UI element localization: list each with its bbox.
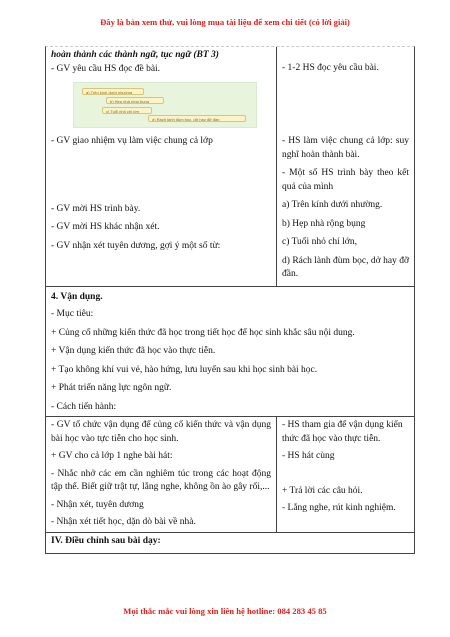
student-step: - HS hát cùng xyxy=(282,451,335,461)
figure-item: d) Rách lành đùm bọc, dở hay đỡ đần xyxy=(148,115,246,122)
teacher-step: - GV giao nhiệm vụ làm việc chung cả lớp xyxy=(51,136,213,146)
student-step: - HS làm việc chung cả lớp: suy nghĩ hoàn thành bài. xyxy=(282,136,409,160)
teacher-step: - GV mời HS khác nhận xét. xyxy=(51,222,160,232)
teacher-column xyxy=(46,47,277,130)
exercise-image xyxy=(73,82,257,128)
student-step: d) Rách lành đùm bọc, dở hay đỡ đần. xyxy=(282,255,409,279)
objective-line: + Tạo không khí vui vẻ, hào hứng, lưu luyến sau khi học sinh bài học. xyxy=(51,364,318,375)
student-step: + Trả lời các câu hỏi. xyxy=(282,485,363,496)
student-step: b) Hẹp nhà rộng bụng xyxy=(282,218,366,229)
student-step: - 1-2 HS đọc yêu cầu bài. xyxy=(282,63,379,73)
table-row xyxy=(46,286,414,417)
student-step: a) Trên kính dưới nhường. xyxy=(282,200,383,210)
table-row xyxy=(46,130,414,286)
lesson-plan-table xyxy=(45,46,415,554)
teacher-step: - GV mời HS trình bày. xyxy=(51,203,141,214)
preview-banner: Đây là bản xem thử, vui lòng mua tài liệu để xem chi tiết (có lời giải) xyxy=(100,17,350,27)
section-adjustment xyxy=(46,533,414,554)
section-title: 4. Vận dụng. xyxy=(51,291,103,302)
objective-line: - Cách tiến hành: xyxy=(51,401,117,412)
section-vandung xyxy=(46,287,414,417)
student-step: - HS tham gia để vận dụng kiến thức đã học vào thực tiễn. xyxy=(282,420,403,444)
figure-item: b) Hẹp nhà rộng bụng xyxy=(106,97,164,104)
section-heading: hoàn thành các thành ngữ, tục ngữ (BT 3) xyxy=(51,50,219,60)
teacher-step: - GV nhận xét tuyên dương, gợi ý một số từ: xyxy=(51,240,221,251)
objective-line: + Vận dụng kiến thức đã học vào thực tiễn. xyxy=(51,346,216,356)
table-row xyxy=(46,47,414,130)
teacher-step: - Nhận xét, tuyên dương xyxy=(51,499,144,510)
student-step: - Một số HS trình bày theo kết quả của mình xyxy=(282,168,409,192)
student-column xyxy=(277,417,414,532)
student-column xyxy=(277,47,414,130)
student-step: - Lắng nghe, rút kinh nghiệm. xyxy=(282,503,396,513)
teacher-step: - Nhắc nhở các em cần nghiêm túc trong các hoạt động tập thể. Biết giữ trật tự, lắng nghe, không ồn ào gây rối,... xyxy=(51,468,271,492)
teacher-step: - GV tổ chức vận dụng để củng cố kiến thức và vận dụng bài học vào tực tiễn cho học sinh. xyxy=(51,420,271,444)
teacher-step: - Nhận xét tiết học, dặn dò bài về nhà. xyxy=(51,517,196,527)
student-column xyxy=(277,130,414,286)
objective-line: - Mục tiêu: xyxy=(51,309,94,319)
objective-line: + Phát triển năng lực ngôn ngữ. xyxy=(51,383,172,393)
section-title: IV. Điều chỉnh sau bài dạy: xyxy=(51,535,161,546)
table-row xyxy=(46,416,414,532)
teacher-column xyxy=(46,130,277,286)
table-row xyxy=(46,532,414,554)
student-step: c) Tuổi nhỏ chí lớn, xyxy=(282,237,357,247)
teacher-step: - GV yêu cầu HS đọc đề bài. xyxy=(51,63,161,74)
figure-item: a) Trên kính dưới nhường xyxy=(82,88,144,95)
teacher-step: + GV cho cả lớp 1 nghe bài hát: xyxy=(51,451,173,461)
objective-line: + Củng cố những kiến thức đã học trong tiết học để học sinh khắc sâu nội dung. xyxy=(51,327,355,338)
hotline-banner: Mọi thắc mắc vui lòng xin liên hệ hotline: 084 283 45 85 xyxy=(123,606,327,616)
figure-item: c) Tuổi nhỏ chí lớn xyxy=(102,107,152,114)
teacher-column xyxy=(46,417,277,532)
